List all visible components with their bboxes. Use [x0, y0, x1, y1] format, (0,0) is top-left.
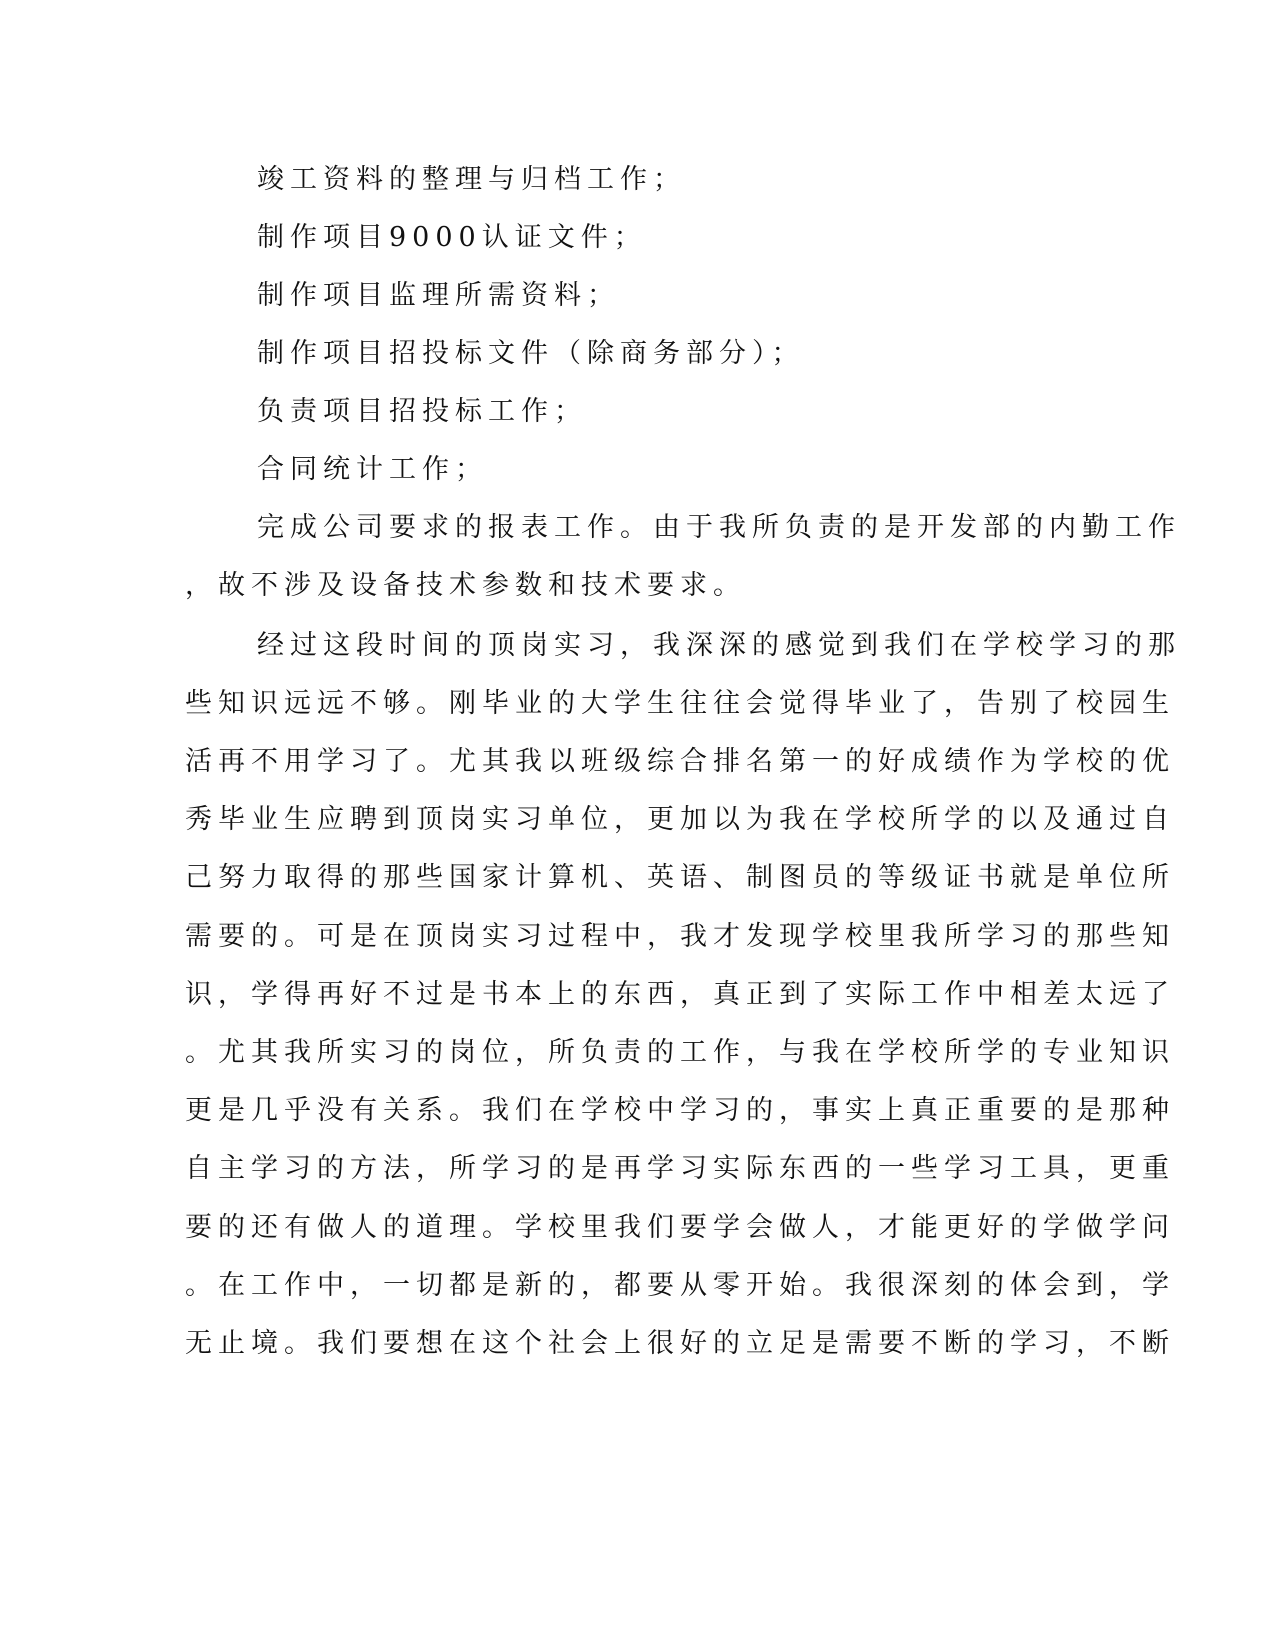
text-line-4: 制作项目招投标文件（除商务部分）； — [257, 338, 805, 369]
text-line-10: 些知识远远不够。刚毕业的大学生往往会觉得毕业了，告别了校园生 — [185, 688, 1175, 719]
text-line-7: 完成公司要求的报表工作。由于我所负责的是开发部的内勤工作 — [257, 512, 1181, 543]
text-line-3: 制作项目监理所需资料； — [257, 280, 620, 311]
text-line-5: 负责项目招投标工作； — [257, 396, 587, 427]
text-line-20: 。在工作中，一切都是新的，都要从零开始。我很深刻的体会到，学 — [185, 1270, 1175, 1301]
text-line-19: 要的还有做人的道理。学校里我们要学会做人，才能更好的学做学问 — [185, 1212, 1175, 1243]
text-line-6: 合同统计工作； — [257, 454, 488, 485]
text-line-8: ，故不涉及设备技术参数和技术要求。 — [185, 570, 746, 601]
text-line-21: 无止境。我们要想在这个社会上很好的立足是需要不断的学习，不断 — [185, 1328, 1175, 1359]
text-line-1: 竣工资料的整理与归档工作； — [257, 164, 686, 195]
text-line-18: 自主学习的方法，所学习的是再学习实际东西的一些学习工具，更重 — [185, 1153, 1175, 1184]
text-line-17: 更是几乎没有关系。我们在学校中学习的，事实上真正重要的是那种 — [185, 1095, 1175, 1126]
text-line-2: 制作项目9000认证文件； — [257, 222, 647, 253]
text-line-9: 经过这段时间的顶岗实习，我深深的感觉到我们在学校学习的那 — [257, 630, 1181, 661]
text-line-14: 需要的。可是在顶岗实习过程中，我才发现学校里我所学习的那些知 — [185, 921, 1175, 952]
text-line-12: 秀毕业生应聘到顶岗实习单位，更加以为我在学校所学的以及通过自 — [185, 804, 1175, 835]
text-line-13: 己努力取得的那些国家计算机、英语、制图员的等级证书就是单位所 — [185, 862, 1175, 893]
text-line-16: 。尤其我所实习的岗位，所负责的工作，与我在学校所学的专业知识 — [185, 1037, 1175, 1068]
text-line-11: 活再不用学习了。尤其我以班级综合排名第一的好成绩作为学校的优 — [185, 746, 1175, 777]
text-line-15: 识，学得再好不过是书本上的东西，真正到了实际工作中相差太远了 — [185, 979, 1175, 1010]
